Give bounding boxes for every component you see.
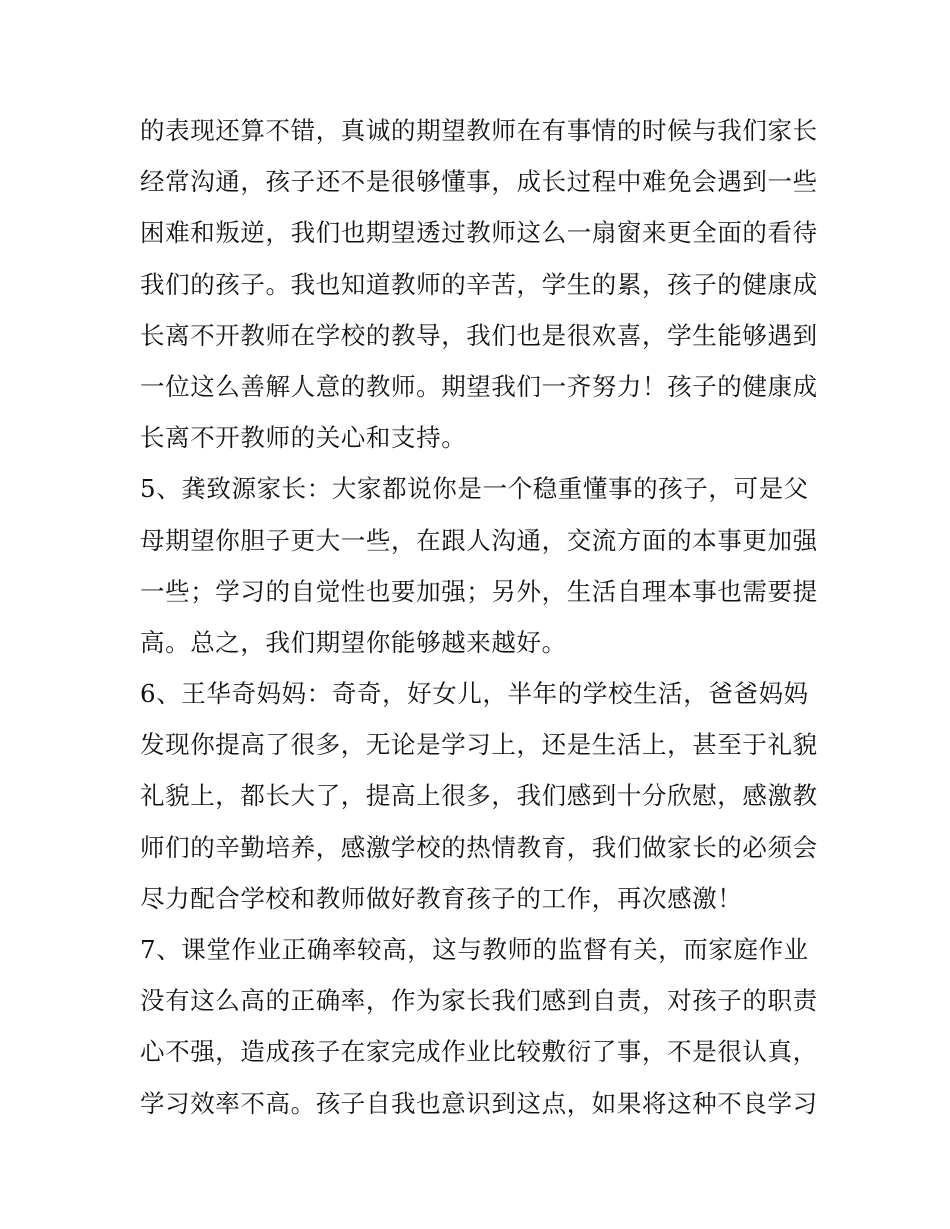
text-line: 母期望你胆子更大一些，在跟人沟通，交流方面的本事更加强	[140, 525, 818, 555]
text-line: 6、王华奇妈妈：奇奇，好女儿，半年的学校生活，爸爸妈妈	[140, 679, 809, 709]
text-line: 7、课堂作业正确率较高，这与教师的监督有关，而家庭作业	[140, 935, 809, 964]
text-line: 一些；学习的自觉性也要加强；另外，生活自理本事也需要提	[140, 576, 818, 606]
text-line: 心不强，造成孩子在家完成作业比较敷衍了事，不是很认真，	[140, 1037, 818, 1067]
text-line: 高。总之，我们期望你能够越来越好。	[140, 627, 567, 657]
text-line: 5、龚致源家长：大家都说你是一个稳重懂事的孩子，可是父	[140, 474, 809, 504]
text-line: 礼貌上，都长大了，提高上很多，我们感到十分欣慰，感激教	[140, 781, 818, 811]
text-line: 师们的辛勤培养，感激学校的热情教育，我们做家长的必须会	[140, 832, 818, 862]
text-line: 发现你提高了很多，无论是学习上，还是生活上，甚至于礼貌	[140, 730, 818, 760]
text-line: 尽力配合学校和教师做好教育孩子的工作，再次感激！	[140, 883, 743, 913]
text-line: 我们的孩子。我也知道教师的辛苦，学生的累，孩子的健康成	[140, 269, 818, 299]
text-line: 学习效率不高。孩子自我也意识到这点，如果将这种不良学习	[140, 1088, 818, 1118]
text-line: 长离不开教师在学校的教导，我们也是很欢喜，学生能够遇到	[140, 320, 818, 350]
text-line: 经常沟通，孩子还不是很够懂事，成长过程中难免会遇到一些	[140, 167, 818, 197]
text-line: 困难和叛逆，我们也期望透过教师这么一扇窗来更全面的看待	[140, 218, 818, 248]
text-line: 的表现还算不错，真诚的期望教师在有事情的时候与我们家长	[140, 116, 818, 145]
text-line: 一位这么善解人意的教师。期望我们一齐努力！孩子的健康成	[140, 371, 818, 401]
text-line: 没有这么高的正确率，作为家长我们感到自责，对孩子的职责	[140, 986, 818, 1016]
text-line: 长离不开教师的关心和支持。	[140, 423, 467, 453]
body-text	[140, 105, 820, 1129]
